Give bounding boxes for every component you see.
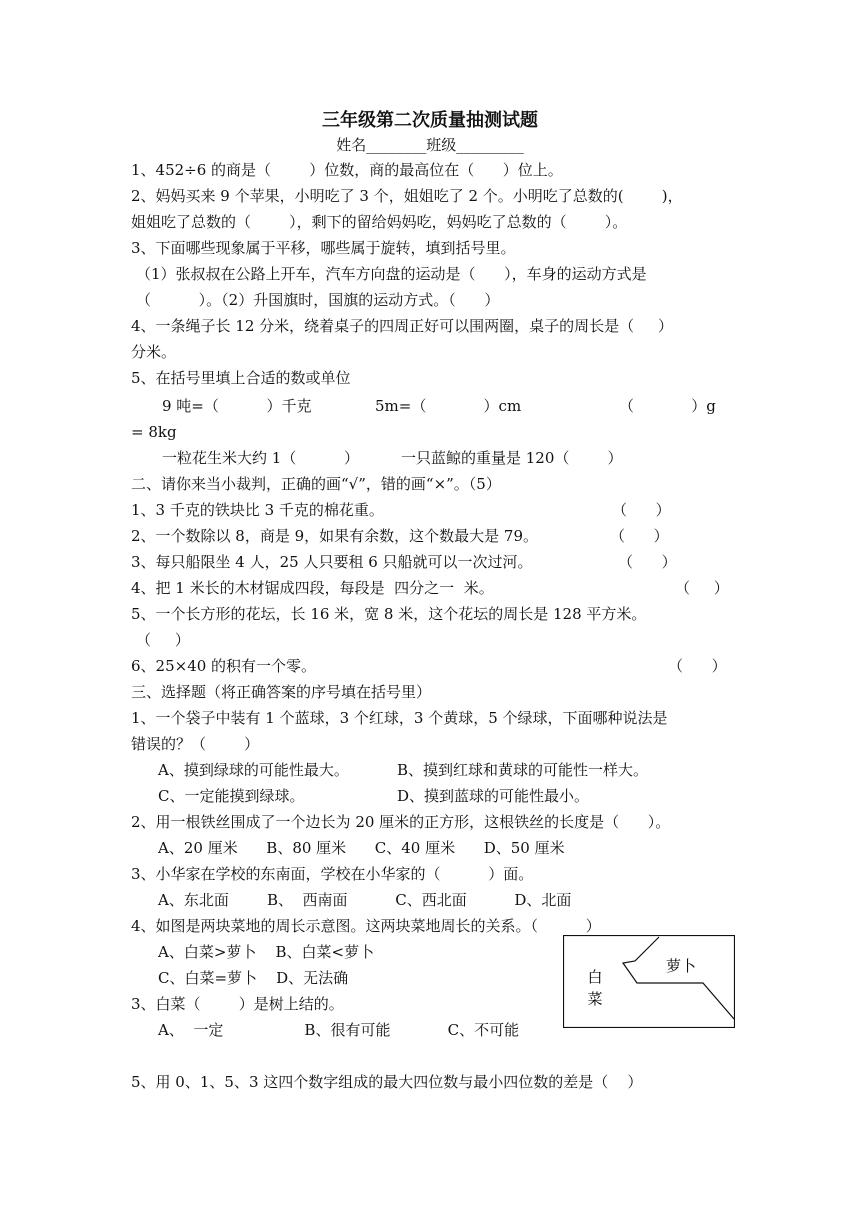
q1-3-part1: （1）张叔叔在公路上开车，汽车方向盘的运动是（ ），车身的运动方式是 bbox=[136, 265, 647, 283]
q1-3: 3、下面哪些现象属于平移，哪些属于旋转，填到括号里。 bbox=[131, 239, 516, 257]
q1-2-line1: 2、妈妈买来 9 个苹果，小明吃了 3 个，姐姐吃了 2 个。小明吃了总数的( )， bbox=[131, 187, 683, 205]
q1-5-item-e: 一只蓝鲸的重量是 120（ ） bbox=[401, 449, 623, 467]
q3-3-options: A、东北面 B、 西南面 C、西北面 D、北面 bbox=[158, 891, 572, 909]
q3-1-option-d: D、摸到蓝球的可能性最小。 bbox=[397, 787, 590, 805]
q2-3-answer: （ ） bbox=[618, 553, 677, 571]
q2-1: 1、3 千克的铁块比 3 千克的棉花重。 bbox=[131, 501, 384, 519]
q3-1-option-a: A、摸到绿球的可能性最大。 bbox=[158, 761, 349, 779]
q1-1: 1、452÷6 的商是（ ）位数，商的最高位在（ ）位上。 bbox=[131, 161, 563, 179]
q2-5: 5、一个长方形的花坛，长 16 米，宽 8 米，这个花坛的周长是 128 平方米。 bbox=[131, 605, 647, 623]
section-2-heading: 二、请你来当小裁判，正确的画“√”，错的画“×”。（5） bbox=[131, 475, 501, 493]
q1-5-item-d: 一粒花生米大约 1（ ） bbox=[162, 449, 359, 467]
q3-2-options: A、20 厘米 B、80 厘米 C、40 厘米 D、50 厘米 bbox=[158, 839, 565, 857]
q1-5: 5、在括号里填上合适的数或单位 bbox=[131, 369, 351, 387]
q2-4-answer: （ ） bbox=[675, 579, 729, 597]
q3-6: 5、用 0、1、5、3 这四个数字组成的最大四位数与最小四位数的差是（ ） bbox=[131, 1073, 643, 1091]
q2-2: 2、一个数除以 8，商是 9，如果有余数，这个数最大是 79。 bbox=[131, 527, 539, 545]
q3-2: 2、用一根铁丝围成了一个边长为 20 厘米的正方形，这根铁丝的长度是（ ）。 bbox=[131, 813, 671, 831]
q3-5: 3、白菜（ ）是树上结的。 bbox=[131, 995, 344, 1013]
q2-5-answer: （ ） bbox=[136, 631, 190, 649]
q2-4: 4、把 1 米长的木材锯成四段，每段是 四分之一 米。 bbox=[131, 579, 494, 597]
page-title: 三年级第二次质量抽测试题 bbox=[322, 110, 538, 131]
q3-4: 4、如图是两块菜地的周长示意图。这两块菜地周长的关系。（ ） bbox=[131, 917, 601, 935]
q2-2-answer: （ ） bbox=[610, 527, 669, 545]
q3-1-option-c: C、一定能摸到绿球。 bbox=[158, 787, 305, 805]
q3-4-options-ab: A、白菜>萝卜 B、白菜<萝卜 bbox=[158, 943, 375, 961]
q1-5-item-c: （ ）g bbox=[619, 397, 716, 415]
q3-1-option-b: B、摸到红球和黄球的可能性一样大。 bbox=[397, 761, 649, 779]
q1-4-line2: 分米。 bbox=[131, 343, 177, 361]
q1-2-line2: 姐姐吃了总数的（ ），剩下的留给妈妈吃，妈妈吃了总数的（ ）。 bbox=[131, 213, 628, 231]
q2-6-answer: （ ） bbox=[668, 657, 727, 675]
label-baicai-2: 菜 bbox=[587, 990, 603, 1008]
q3-1-line2: 错误的？（ ） bbox=[131, 735, 260, 753]
q3-1-line1: 1、一个袋子中装有 1 个蓝球，3 个红球，3 个黄球，5 个绿球，下面哪种说法是 bbox=[131, 709, 668, 727]
label-baicai-1: 白 bbox=[587, 968, 603, 986]
q3-3: 3、小华家在学校的东南面，学校在小华家的（ ）面。 bbox=[131, 865, 534, 883]
name-class-line: 姓名________班级_________ bbox=[336, 136, 524, 154]
q1-5-item-b: 5m=（ ）cm bbox=[375, 397, 522, 415]
q1-4-line1: 4、一条绳子长 12 分米，绕着桌子的四周正好可以围两圈，桌子的周长是（ ） bbox=[131, 317, 674, 335]
diagram-boundary-line bbox=[623, 937, 734, 1019]
label-luobo: 萝卜 bbox=[665, 957, 697, 975]
vegetable-plot-diagram bbox=[563, 935, 735, 1028]
q2-3: 3、每只船限坐 4 人，25 人只要租 6 只船就可以一次过河。 bbox=[131, 553, 533, 571]
q2-6: 6、25×40 的积有一个零。 bbox=[131, 657, 317, 675]
q3-5-options: A、 一定 B、很有可能 C、不可能 bbox=[158, 1021, 520, 1039]
section-3-heading: 三、选择题（将正确答案的序号填在括号里） bbox=[131, 683, 432, 701]
q1-5-item-c-cont: = 8kg bbox=[131, 423, 177, 441]
q2-1-answer: （ ） bbox=[612, 501, 671, 519]
q1-3-part2: （ ）。（2）升国旗时，国旗的运动方式。（ ） bbox=[136, 291, 500, 309]
q1-5-item-a: 9 吨=（ ）千克 bbox=[162, 397, 312, 415]
q3-4-options-cd: C、白菜=萝卜 D、无法确 bbox=[158, 969, 349, 987]
